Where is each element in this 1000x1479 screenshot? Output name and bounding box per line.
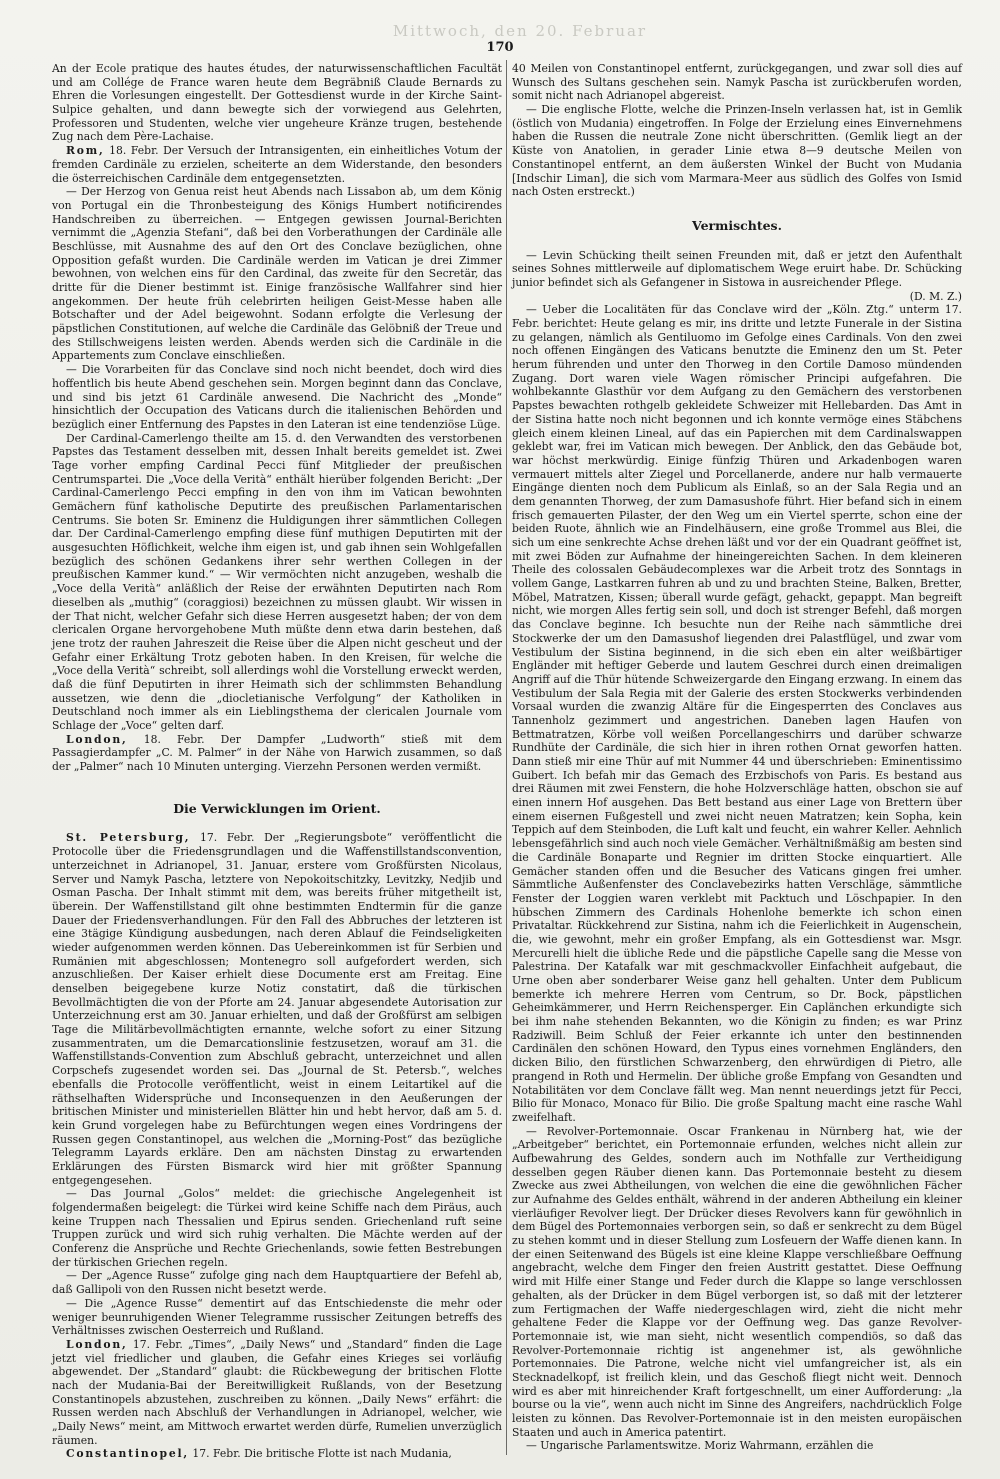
- dateline-location: Rom,: [66, 144, 105, 158]
- dateline-date: 18. Febr.: [104, 144, 164, 158]
- dateline-date: 17. Febr.: [127, 1337, 189, 1351]
- dateline-location: London,: [66, 732, 128, 746]
- dateline-date: 17. Febr.: [188, 1447, 245, 1461]
- paragraph-genua: — Der Herzog von Genua reist heut Abends nach Lissabon ab, um dem König von Portugal ein die Thronbesteigung des Königs Humbert notificirendes Handschreiben zu überreichen. — Entgegen gewissen Journal-Berichten vernimmt die „Agenzia Stefani“, daß bei den Vorberathungen der Cardinäle alle Beschlüsse, mit Ausnahme des auf den Ort des Conclave bezüglichen, ohne Opposition gefaßt wurden. Die Cardinäle werden im Vatican je drei Zimmer bewohnen, von welchen eins für den Cardinal, das zweite für den Secretär, das dritte für die Diener bestimmt ist. Einige französische Wallfahrer sind hier angekommen. Der heute früh celebrirten heiligen Geist-Messe haben alle Botschafter und der Adel beigewohnt. Sodann erfolgte die Verlesung der päpstlichen Constitutionen, auf welche die Cardinäle das Gelöbniß der Treue und des Stillschweigens leisten werden. Abends werden sich die Cardinäle in die Appartements zum Conclave einschließen.: [52, 185, 502, 363]
- dateline-date: 18. Febr.: [127, 732, 221, 746]
- paragraph-conclave-localities: — Ueber die Localitäten für das Conclave wird der „Köln. Ztg.“ unterm 17. Febr. berichtet: Heute gelang es mir, ins dritte und letzte Funerale in der Sistina zu gelangen, nämlich als Gentiluomo im Gefolge eines Cardinals. Von den zwei noch offenen Eingängen des Vaticans benutzte die Eminenz den um St. Peter herum führenden und unter den Thorweg in den Cortile Damoso mündenden Zugang. Dort waren viele Wagen römischer Principi aufgefahren. Die wohlbekannte Glasthür vor dem Aufgang zu den Gemächern des verstorbenen Papstes bewachten rothgelb gekleidete Schweizer mit Hellebarden. Das Amt in der Sistina hatte noch nicht begonnen und ich konnte vermöge eines Stäbchens gleich einem kleinen Lineal, auf das ein Papierchen mit dem Cardinalswappen geklebt war, frei im Vatican mich bewegen. Der Anblick, den das Gebäude bot, war höchst merkwürdig. Einige fünfzig Thüren und Arkadenbogen waren vermauert mittels alter Ziegel und Porcellanerde, andere nur halb vermauerte Eingänge dienten noch dem Publicum als Einlaß, so an der Sala Regia und an dem genannten Thorweg, der zum Damasushofe führt. Hier befand sich in einem frisch gemauerten Pilaster, der den Weg um ein Viertel sperrte, schon eine der beiden Ruote, ähnlich wie an Findelhäusern, eine große Trommel aus Blei, die sich um eine senkrechte Achse drehen läßt und vor der ein Quadrant geöffnet ist, mit zwei Böden zur Aufnahme der hineingereichten Sachen. In dem kleineren Theile des colossalen Gebäudecomplexes war die Arbeit trotz des Sonntags in vollem Gange, Lastkarren fuhren ab und zu und brachten Steine, Balken, Bretter, Möbel, Matratzen, Kissen; überall wurde gefägt, gehackt, gepappt. Man begreift nicht, wie morgen Alles fertig sein soll, und doch ist strenger Befehl, daß morgen das Conclave beginne. Ich besuchte nun der Reihe nach sämmtliche drei Stockwerke der um den Damasushof liegenden drei Palastflügel, und zwar vom Vestibulum der Sistina beginnend, in die sich eben ein alter weißbärtiger Engländer mit heftiger Geberde und lautem Geschrei durch einen dreimaligen Angriff auf die Thür hütende Schweizergarde den Eingang erzwang. In einem das Vestibulum der Sala Regia mit der Galerie des ersten Stockwerks verbindenden Vorsaal wurden die zwanzig Altäre für die Eingesperrten des Conclaves aus Tannenholz gezimmert und angestrichen. Daneben lagen Haufen von Bettmatratzen, Körbe voll weißen Porcellangeschirrs und darüber schwarze Rundhüte der Cardinäle, die sich hier in ihren rothen Ornat geworfen hatten. Dann stieß mir eine Thür auf mit Nummer 44 und überschrieben: Eminentissimo Guibert. Ich befah mir das Gemach des Erzbischofs von Paris. Es bestand aus drei Räumen mit zwei Fenstern, die hohe Holzverschläge hatten, obschon sie auf einen innern Hof ausgehen. Das Bett bestand aus einer Lage von Brettern über einem eisernen Fußgestell und zwei nicht neuen Matratzen; kein Sopha, kein Teppich auf dem Steinboden, die Luft kalt und feucht, ein wahrer Keller. Aehnlich lebensgefährlich sind auch noch viele Gemächer. Verhältnißmäßig am besten sind die Cardinäle Bonaparte und Regnier im dritten Stocke einquartiert. Alle Gemächer standen offen und die Besucher des Vaticans gingen frei umher. Sämmtliche Außenfenster des Conclavebezirks hatten Verschläge, sämmtliche Fenster der Loggien waren verklebt mit Packtuch und Löschpapier. In den hübschen Zimmern des Cardinals Hohenlohe bemerkte ich schon einen Privataltar. Rückkehrend zur Sistina, nahm ich die Feierlichkeit in Augenschein, die, wie gewohnt, mehr ein großer Empfang, als ein Gottesdienst war. Msgr. Mercurelli hielt die übliche Rede und die päpstliche Capelle sang die Messe von Palestrina. Der Katafalk war mit geschmackvoller Einfachheit aufgebaut, die Urne oben aber sonderbarer Weise ganz hell gehalten. Unter dem Publicum bemerkte ich mehrere Herren vom Centrum, so Dr. Bock, päpstlichen Geheimkämmerer, und Herrn Reichensperger. Ein Caplänchen erkundigte sich bei ihm nahe stehenden Bekannten, wo die Königin zu finden; es war Prinz Radziwill. Beim Schluß der Feier erkannte ich unter den bestinnenden Cardinälen den schönen Howard, den Typus eines vornehmen Engländers, den dicken Bilio, den fürstlichen Schwarzenberg, den ehrwürdigen di Pietro, alle prangend in Roth und Hermelin. Der übliche große Empfang von Gesandten und Notabilitäten vor dem Conclave fällt weg. Man nennt neuerdings jetzt für Pecci, Bilio für Monaco, Monaco für Bilio. Die große Spaltung macht eine rasche Wahl zweifelhaft.: [512, 303, 962, 1124]
- paragraph-agence-russe-2: — Die „Agence Russe“ dementirt auf das Entschiedenste die mehr oder weniger beunruhigenden Wiener Telegramme russischer Zeitungen betreffs des Verhältnisses zwischen Oesterreich und Rußland.: [52, 1296, 502, 1338]
- paragraph-parlamentswitze: — Ungarische Parlamentswitze. Moriz Wahrmann, erzählen die: [526, 1439, 874, 1453]
- news-item-london-2: [52, 1338, 502, 1448]
- paragraph-english-fleet: — Die englische Flotte, welche die Prinzen-Inseln verlassen hat, ist in Gemlik (östlich von Mudania) eingetroffen. In Folge der Erzielung eines Einvernehmens haben die Russen die neutrale Zone nicht überschritten. (Gemlik liegt an der Küste von Anatolien, in gerader Linie etwa 8—9 deutsche Meilen von Constantinopel entfernt, an dem äußersten Winkel der Bucht von Mudania [Indschir Liman], die sich vom Marmara-Meer aus südlich des Golfes von Ismid nach Osten erstreckt.): [512, 103, 962, 199]
- article-text: Der Dampfer „Ludworth“ stieß mit dem Passagierdampfer „C. M. Palmer“ in der Nähe von Harwich zusammen, so daß der „Palmer“ nach 10 Minuten unterging. Vierzehn Personen werden vermißt.: [52, 732, 502, 774]
- article-text: „Times“, „Daily News“ und „Standard“ finden die Lage jetzt viel friedlicher und glauben, die Gefahr eines Krieges sei vorläufig abgewendet. Der „Standard“ glaubt: die Rückbewegung der britischen Flotte nach der Mudania-Bai der Bereitwilligkeit Rußlands, von der Besetzung Constantinopels abzustehen, zuschreiben zu können. „Daily News“ erfährt: die Russen werden nach Abschluß der Verhandlungen in Adrianopel, welcher, wie „Daily News“ meint, am Mittwoch erwartet werden dürfe, Rumelien unverzüglich räumen.: [52, 1337, 502, 1447]
- paragraph-agence-russe-1: — Der „Agence Russe“ zufolge ging nach dem Hauptquartiere der Befehl ab, daß Gallipoli von den Russen nicht besetzt werde.: [52, 1269, 502, 1297]
- dateline-location: London,: [66, 1337, 128, 1351]
- article-text: Der Versuch der Intransigenten, ein einheitliches Votum der fremden Cardinäle zu erzielen, scheiterte an dem Widerstande, den besonders die österreichischen Cardinäle dem entgegensetzten.: [52, 144, 503, 185]
- column-divider: [506, 60, 507, 1455]
- paragraph-schuecking: — Levin Schücking theilt seinen Freunden mit, daß er jetzt den Aufenthalt seines Sohnes mittlerweile auf diplomatischem Wege eruirt habe. Dr. Schücking junior befindet sich als Gefangener in Sistowa in ausreichender Pflege.: [512, 248, 962, 289]
- section-heading-vermischtes: Vermischtes.: [692, 217, 782, 233]
- page-number: 170: [486, 40, 514, 55]
- dateline-date: 17. Febr.: [190, 831, 265, 845]
- bleed-through-header: Mittwoch, den 20. Februar: [392, 22, 648, 40]
- section-heading-orient: Die Verwicklungen im Orient.: [173, 800, 381, 816]
- right-column: [512, 62, 962, 1453]
- paragraph-golos: — Das Journal „Golos“ meldet: die griechische Angelegenheit ist folgendermaßen beigelegt: die Türkei wird keine Schiffe nach dem Piräus, auch keine Truppen nach Thessalien und Epirus senden. Griechenland ruft seine Truppen zurück und wird sich ruhig verhalten. Die Mächte werden auf der Conferenz die Ansprüche und Rechte Griechenlands, sowie fetten Bestrebungen der türkischen Griechen regeln.: [52, 1187, 502, 1269]
- news-item-rom: [52, 144, 502, 185]
- source-signoff: (D. M. Z.): [909, 289, 962, 303]
- paragraph-claude-bernard: An der Ecole pratique des hautes études, der naturwissenschaftlichen Facultät und am Collége de France waren heute dem Begräbniß Claude Bernards zu Ehren die Vorlesungen eingestellt. Der Gottesdienst wurde in der Kirche Saint-Sulpice gehalten, und dann bewegte sich der vorwiegend aus Gelehrten, Professoren und Studenten, welche vier ungeheure Kränze trugen, bestehende Zug nach dem Père-Lachaise.: [52, 62, 502, 144]
- news-item-st-petersburg: [52, 831, 502, 1187]
- article-text: Die britische Flotte ist nach Mudania,: [244, 1447, 452, 1461]
- dateline-location: Constantinopel,: [66, 1447, 189, 1461]
- paragraph-continued-mudania: 40 Meilen von Constantinopel entfernt, zurückgegangen, und zwar soll dies auf Wunsch des Sultans geschehen sein. Namyk Pascha ist zurückberufen worden, somit nicht nach Adrianopel abgereist.: [512, 62, 962, 103]
- left-column: [52, 62, 502, 1461]
- paragraph-conclave-prep: — Die Vorarbeiten für das Conclave sind noch nicht beendet, doch wird dies hoffentlich bis heute Abend geschehen sein. Morgen beginnt dann das Conclave, und sind bis jetzt 61 Cardinäle anwesend. Die Nachricht des „Monde“ hinsichtlich der Occupation des Vaticans durch die italienischen Behörden und bezüglich einer Entfernung des Papstes in den Lateran ist eine tendenziöse Lüge.: [52, 363, 502, 431]
- news-item-constantinopel: [52, 1447, 502, 1461]
- news-item-london: [52, 733, 502, 774]
- paragraph-camerlengo: Der Cardinal-Camerlengo theilte am 15. d. den Verwandten des verstorbenen Papstes das Testament desselben mit, dessen Inhalt bereits gemeldet ist. Zwei Tage vorher empfing Cardinal Pecci fünf Mitglieder der preußischen Centrumspartei. Die „Voce della Verità“ enthält hierüber folgenden Bericht: „Der Cardinal-Camerlengo Pecci empfing in den von ihm im Vatican bewohnten Gemächern fünf katholische Deputirte des preußischen Parlamentarischen Centrums. Sie boten Sr. Eminenz die Huldigungen ihrer sämmtlichen Collegen dar. Der Cardinal-Camerlengo empfing diese fünf muthigen Deputirten mit der ausgesuchten Höflichkeit, welche ihm eigen ist, und gab ihnen sein Wohlgefallen bezüglich des schönen Gedankens ihrer sehr werthen Collegen in der preußischen Kammer kund.“ — Wir vermöchten nicht anzugeben, weshalb die „Voce della Verità“ anläßlich der Reise der erwähnten Deputirten nach Rom dieselben als „muthig“ (coraggiosi) bezeichnen zu müssen glaubt. Wir wissen in der That nicht, welcher Gefahr sich diese Herren ausgesetzt haben; der von dem clericalen Organe hervorgehobene Muth müßte denn etwa darin bestehen, daß jene trotz der rauhen Jahreszeit die Reise über die Alpen nicht gescheut und der Gefahr einer Erkältung Trotz geboten haben. In den Kreisen, für welche die „Voce della Verità“ schreibt, soll allerdings wohl die Vorstellung erweckt werden, daß die fünf Deputirten in ihrer Heimath sich der schlimmsten Behandlung aussetzen, wie denn die „diocletianische Verfolgung“ der Katholiken in Deutschland noch immer als ein Lieblingsthema der clericalen Journale vom Schlage der „Voce“ gelten darf.: [52, 431, 502, 732]
- article-text: Der „Regierungsbote“ veröffentlicht die Protocolle über die Friedensgrundlagen und die Waffenstillstandsconvention, unterzeichnet in Adrianopel, 31. Januar, erstere vom Großfürsten Nicolaus, Server und Namyk Pascha, letztere von Nepokoitschitzky, Levitzky, Nedjib und Osman Pascha. Der Inhalt stimmt mit dem, was bereits früher mitgetheilt ist, überein. Der Waffenstillstand gilt ohne bestimmten Endtermin für die ganze Dauer der Friedensverhandlungen. Für den Fall des Abbruches der letzteren ist eine 3tägige Kündigung ausbedungen, nach deren Ablauf die Feindseligkeiten wieder aufgenommen werden können. Das Uebereinkommen ist für Serbien und Rumänien mit abgeschlossen; Montenegro soll aufgefordert werden, sich anzuschließen. Der Kaiser erhielt diese Documente erst am Freitag. Eine denselben beigegebene kurze Notiz constatirt, daß die türkischen Bevollmächtigten die von der Pforte am 24. Januar abgesendete Autorisation zur Unterzeichnung erst am 30. Januar erhielten, und daß der Großfürst am selbigen Tage die Militärbevollmächtigten ernannte, welche sofort zu einer Sitzung zusammentraten, um die Demarcationslinie festzusetzen, worauf am 31. die Waffenstillstands-Convention zum Abschluß gebracht, unterzeichnet und allen Corpschefs zugesendet worden sei. Das „Journal de St. Petersb.“, welches ebenfalls die Protocolle veröffentlicht, weist in einem Leitartikel auf die räthselhaften Widersprüche und Inconsequenzen in den Aeußerungen der britischen Minister und ministeriellen Blätter hin und hebt hervor, daß am 5. d. kein Grund vorgelegen habe zu Befürchtungen wegen eines Vordringens der Russen gegen Constantinopel, aus welchen die „Morning-Post“ das bezügliche Telegramm Layards erkläre. Den am nächsten Dinstag zu erwartenden Erklärungen des Fürsten Bismarck wird hier mit größter Spannung entgegengesehen.: [52, 831, 502, 1187]
- dateline-location: St. Petersburg,: [66, 831, 191, 845]
- paragraph-revolver-portemonnaie: — Revolver-Portemonnaie. Oscar Frankenau in Nürnberg hat, wie der „Arbeitgeber“ berichtet, ein Portemonnaie erfunden, welches nicht allein zur Aufbewahrung des Geldes, sondern auch im Nothfalle zur Vertheidigung desselben gegen Räuber dienen kann. Das Portemonnaie besteht zu diesem Zwecke aus zwei Abtheilungen, von welchen die eine die gewöhnlichen Fächer zur Aufnahme des Geldes enthält, während in der anderen Abtheilung ein kleiner vierläufiger Revolver liegt. Der Drücker dieses Revolvers kann für gewöhnlich in dem Bügel des Portemonnaies verborgen sein, so daß er senkrecht zu dem Bügel zu stehen kommt und in dieser Stellung zum Losfeuern der Waffe dienen kann. In der einen Seitenwand des Bügels ist eine kleine Klappe verschließbare Oeffnung angebracht, welche dem Finger den freien Austritt gestattet. Diese Oeffnung wird mit Hilfe einer Stange und Feder durch die Klappe so lange verschlossen gehalten, als der Drücker in dem Bügel verborgen ist, so daß mit der letzterer zum Fertigmachen der Waffe niedergeschlagen wird, zieht die nicht mehr gehaltene Feder die Klappe vor der Oeffnung weg. Das ganze Revolver-Portemonnaie ist, wie man sieht, nicht wesentlich compendiös, so daß das Revolver-Portemonnaie richtig ist angenehmer ist, als gewöhnliche Portemonnaies. Die Patrone, welche nicht viel umfangreicher ist, als ein Stecknadelkopf, ist freilich klein, und das Geschoß fliegt nicht weit. Dennoch wird es aber mit hinreichender Kraft fortgeschnellt, um einer Aufforderung: „la bourse ou la vie“, wenn auch nicht im Sinne des Angreifers, nachdrücklich Folge leisten zu können. Das Revolver-Portemonnaie ist in den meisten europäischen Staaten und auch in America patentirt.: [512, 1124, 962, 1439]
